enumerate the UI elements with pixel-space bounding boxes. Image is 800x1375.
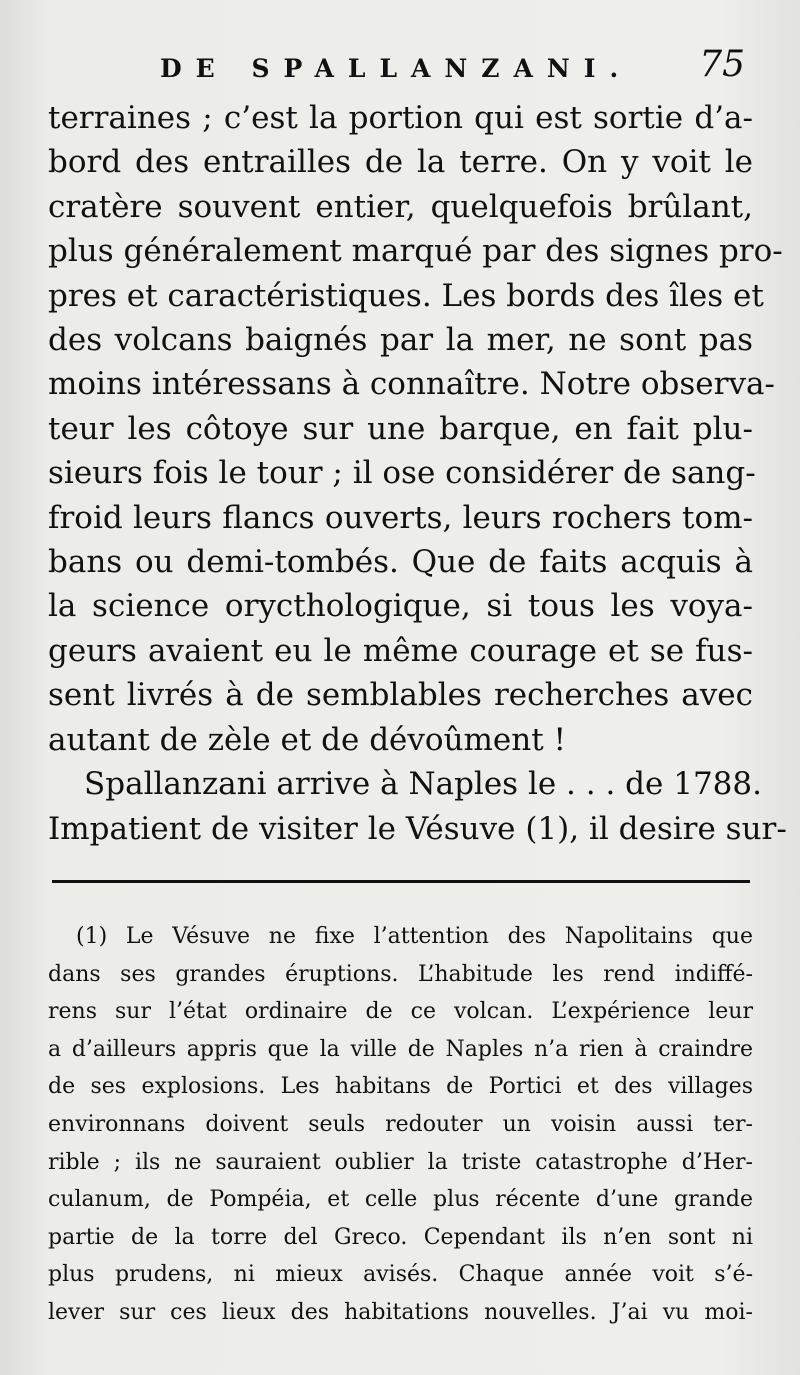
body-line: bord des entrailles de la terre. On y voit le: [48, 144, 753, 181]
footnote-line: environnans doivent seuls redouter un voisin aussi ter-: [48, 1111, 753, 1137]
footnote-separator-rule: [52, 880, 750, 883]
body-line: plus généralement marqué par des signes pro-: [48, 233, 783, 270]
body-line: Impatient de visiter le Vésuve (1), il desire sur-: [48, 810, 787, 847]
footnote-line: plus prudens, ni mieux avisés. Chaque année voit s’é-: [48, 1262, 753, 1288]
body-line: terraines ; c’est la portion qui est sortie d’a-: [48, 100, 753, 136]
body-line: des volcans baignés par la mer, ne sont pas: [48, 322, 753, 359]
footnote-line: (1) Le Vésuve ne fixe l’attention des Napolitains que: [76, 924, 753, 949]
body-line: teur les côtoye sur une barque, en fait plu-: [48, 410, 753, 447]
footnote-line: a d’ailleurs appris que la ville de Naples n’a rien à craindre: [48, 1036, 753, 1062]
body-line: bans ou demi-tombés. Que de faits acquis à: [48, 544, 753, 581]
footnote-line: culanum, de Pompéia, et celle plus récente d’une grande: [48, 1187, 753, 1213]
body-line: moins intéressans à connaître. Notre observa-: [48, 366, 775, 403]
body-line: geurs avaient eu le même courage et se fus-: [48, 632, 753, 669]
body-line: sieurs fois le tour ; il ose considérer de sang-: [48, 455, 756, 492]
footnote-block: [48, 918, 753, 1332]
body-line: cratère souvent entier, quelquefois brûlant,: [48, 188, 753, 225]
body-line: froid leurs flancs ouverts, leurs rochers tom-: [48, 499, 753, 536]
body-line: la science orycthologique, si tous les voya-: [48, 588, 753, 625]
footnote-line: rens sur l’état ordinaire de ce volcan. L’expérience leur: [48, 999, 753, 1025]
body-line: sent livrés à de semblables recherches avec: [48, 677, 753, 714]
footnote-line: de ses explosions. Les habitans de Portici et des villages: [48, 1074, 753, 1100]
running-head: [48, 44, 753, 94]
body-line: pres et caractéristiques. Les bords des îles et: [48, 277, 764, 314]
body-line: Spallanzani arrive à Naples le . . . de 1788.: [84, 766, 762, 803]
footnote-line: dans ses grandes éruptions. L’habitude les rend indiffé-: [48, 961, 753, 987]
footnote-line: lever sur ces lieux des habitations nouvelles. J’ai vu moi-: [48, 1299, 753, 1325]
body-line: autant de zèle et de dévoûment !: [48, 721, 567, 758]
footnote-line: partie de la torre del Greco. Cependant ils n’en sont ni: [48, 1224, 753, 1250]
page-number: 75: [699, 44, 745, 85]
running-title: DE SPALLANZANI.: [160, 54, 633, 83]
body-text: [48, 96, 787, 851]
footnote-line: rible ; ils ne sauraient oublier la triste catastrophe d’Her-: [48, 1149, 753, 1175]
